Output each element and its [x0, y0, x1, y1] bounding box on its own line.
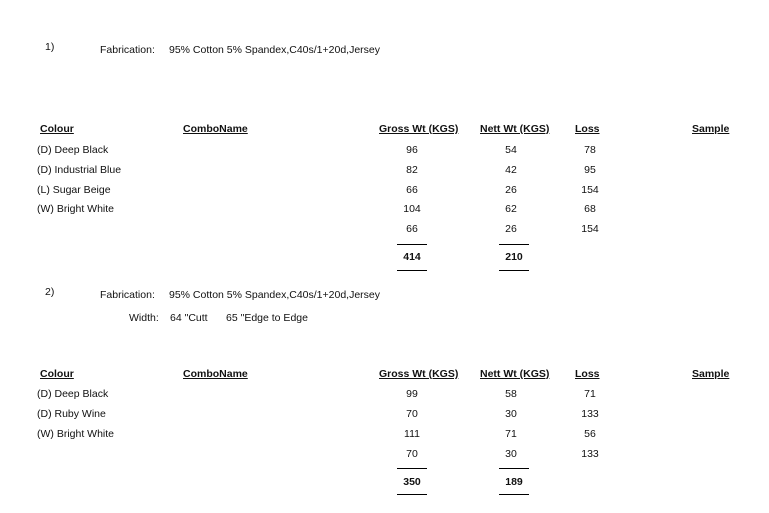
gross-cell: 96 [406, 144, 418, 156]
colour-cell: (D) Deep Black [37, 144, 109, 156]
gross-cell: 70 [406, 408, 418, 420]
total-rule-top [397, 244, 427, 245]
gross-cell: 99 [406, 388, 418, 400]
loss-header: Loss [575, 123, 600, 135]
fabrication-label: Fabrication: [100, 289, 155, 301]
gross-total: 414 [403, 251, 421, 263]
comboname-header: ComboName [183, 368, 248, 380]
loss-cell: 154 [581, 223, 599, 235]
total-rule-top [499, 468, 529, 469]
loss-cell: 154 [581, 184, 599, 196]
total-rule-top [397, 468, 427, 469]
gross-cell: 104 [403, 203, 421, 215]
total-rule-top [499, 244, 529, 245]
loss-cell: 56 [584, 428, 596, 440]
gross-cell: 111 [404, 428, 420, 440]
nett-cell: 58 [505, 388, 517, 400]
nett-cell: 54 [505, 144, 517, 156]
gross-cell: 66 [406, 184, 418, 196]
fabrication-value: 95% Cotton 5% Spandex,C40s/1+20d,Jersey [169, 289, 381, 301]
colour-cell: (D) Deep Black [37, 388, 109, 400]
nett-cell: 42 [505, 164, 517, 176]
gross-cell: 70 [406, 448, 418, 460]
loss-cell: 71 [584, 388, 596, 400]
gross-total: 350 [403, 476, 421, 488]
nett-cell: 26 [505, 184, 517, 196]
colour-cell: (D) Ruby Wine [37, 408, 106, 420]
loss-cell: 133 [581, 448, 599, 460]
loss-header: Loss [575, 368, 600, 380]
fabrication-value: 95% Cotton 5% Spandex,C40s/1+20d,Jersey [169, 44, 381, 56]
gross-cell: 82 [406, 164, 418, 176]
width-cutt: 64 "Cutt [170, 312, 208, 324]
section-index: 1) [45, 41, 55, 53]
nett-total: 210 [505, 251, 523, 263]
colour-cell: (W) Bright White [37, 203, 115, 215]
nett-total: 189 [505, 476, 523, 488]
loss-cell: 78 [584, 144, 596, 156]
colour-cell: (D) Industrial Blue [37, 164, 122, 176]
comboname-header: ComboName [183, 123, 248, 135]
sample-header: Sample [692, 123, 730, 135]
total-rule-bottom [499, 270, 529, 271]
colour-header: Colour [40, 368, 74, 380]
nett-cell: 30 [505, 408, 517, 420]
nett-cell: 30 [505, 448, 517, 460]
colour-cell: (L) Sugar Beige [37, 184, 111, 196]
colour-header: Colour [40, 123, 74, 135]
gross-wt-header: Gross Wt (KGS) [379, 368, 459, 380]
gross-cell: 66 [406, 223, 418, 235]
nett-cell: 62 [505, 203, 517, 215]
loss-cell: 133 [581, 408, 599, 420]
width-edge: 65 "Edge to Edge [226, 312, 308, 324]
nett-wt-header: Nett Wt (KGS) [480, 123, 550, 135]
colour-cell: (W) Bright White [37, 428, 115, 440]
total-rule-bottom [397, 494, 427, 495]
loss-cell: 95 [584, 164, 596, 176]
total-rule-bottom [397, 270, 427, 271]
sample-header: Sample [692, 368, 730, 380]
nett-cell: 26 [505, 223, 517, 235]
nett-wt-header: Nett Wt (KGS) [480, 368, 550, 380]
gross-wt-header: Gross Wt (KGS) [379, 123, 459, 135]
fabrication-label: Fabrication: [100, 44, 155, 56]
loss-cell: 68 [584, 203, 596, 215]
nett-cell: 71 [505, 428, 517, 440]
width-label: Width: [129, 312, 159, 324]
total-rule-bottom [499, 494, 529, 495]
section-index: 2) [45, 286, 55, 298]
